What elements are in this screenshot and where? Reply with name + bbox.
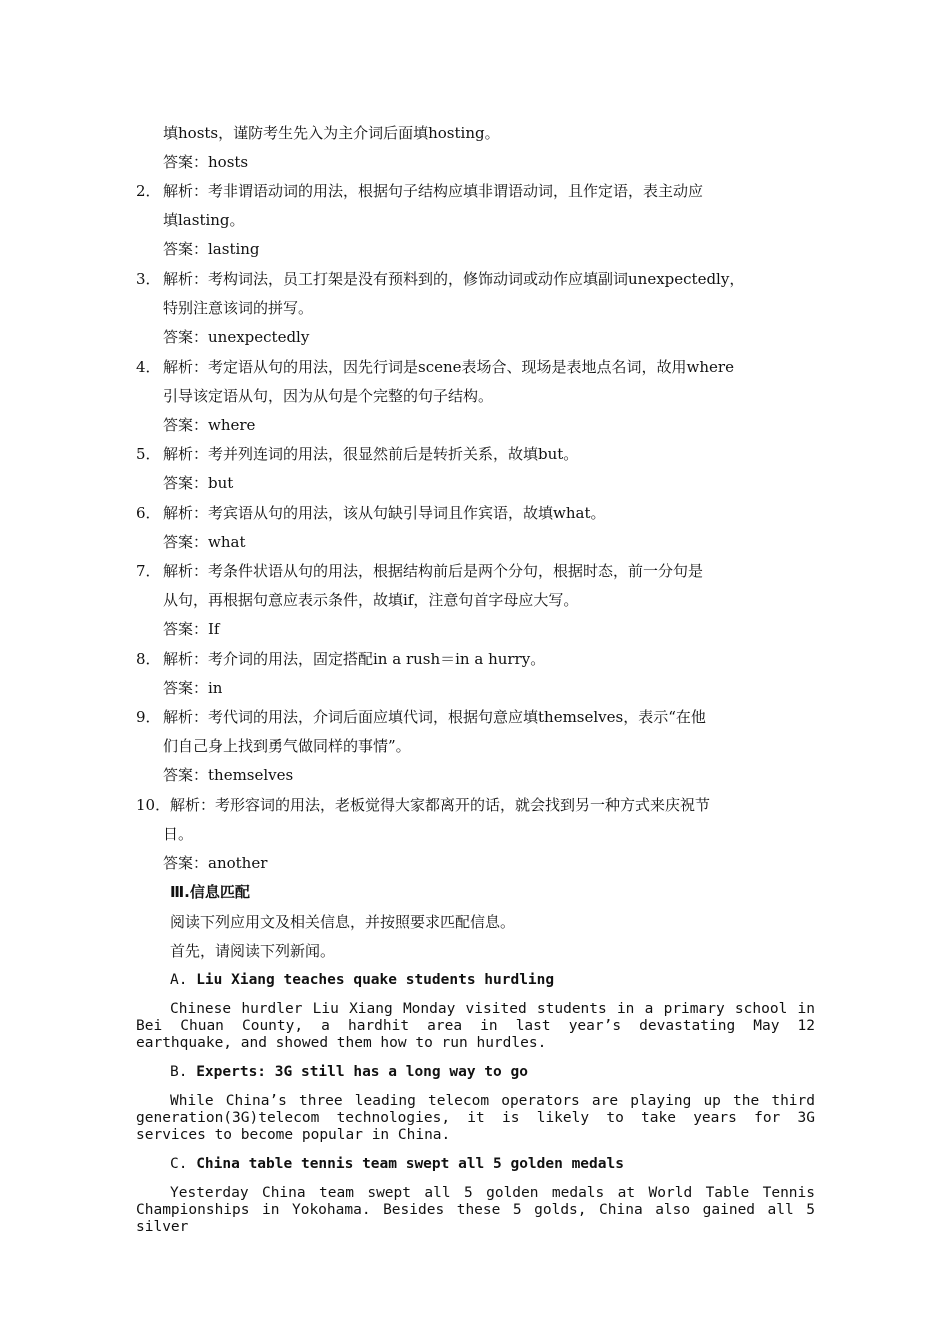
analysis-line: 解析：考形容词的用法，老板觉得大家都离开的话，就会找到另一种方式来庆祝节: [170, 796, 711, 814]
analysis-line: 解析：考定语从句的用法，因先行词是scene表场合、现场是表地点名词，故用where: [163, 358, 734, 376]
news-headline-c: [170, 1154, 624, 1174]
news-letter: C.: [170, 1156, 188, 1172]
item-number: 4．: [136, 358, 161, 376]
news-body-a: Chinese hurdler Liu Xiang Monday visited students in a primary school in Bei Chuan County, a hardhit area in last year’s devastating May 12 earthquake, and showed them how to run hurdles.: [136, 1001, 815, 1051]
news-letter: B.: [170, 1064, 188, 1080]
item-number: 5．: [136, 445, 161, 463]
news-title: China table tennis team swept all 5 golden medals: [196, 1156, 624, 1172]
answer-line: 答案：unexpectedly: [163, 328, 310, 346]
analysis-line: 解析：考介词的用法，固定搭配in a rush＝in a hurry。: [163, 650, 546, 668]
analysis-line: 填hosts，谨防考生先入为主介词后面填hosting。: [163, 124, 500, 142]
news-title: Liu Xiang teaches quake students hurdling: [196, 972, 555, 988]
answer-line: 答案：but: [163, 474, 234, 492]
news-title: Experts: 3G still has a long way to go: [196, 1064, 528, 1080]
answer-line: 答案：in: [163, 679, 223, 697]
news-letter: A.: [170, 972, 188, 988]
section-intro: 首先，请阅读下列新闻。: [170, 942, 336, 960]
analysis-line: 引导该定语从句，因为从句是个完整的句子结构。: [163, 387, 494, 405]
analysis-line: 解析：考宾语从句的用法，该从句缺引导词且作宾语，故填what。: [163, 504, 606, 522]
item-number: 2．: [136, 182, 161, 200]
analysis-line: 解析：考代词的用法，介词后面应填代词，根据句意应填themselves，表示“在他: [163, 708, 706, 726]
analysis-line: 解析：考非谓语动词的用法，根据句子结构应填非谓语动词，且作定语，表主动应: [163, 182, 704, 200]
analysis-line: 解析：考条件状语从句的用法，根据结构前后是两个分句，根据时态，前一分句是: [163, 562, 704, 580]
answer-line: 答案：what: [163, 533, 246, 551]
answer-line: 答案：another: [163, 854, 268, 872]
answer-line: 答案：themselves: [163, 766, 294, 784]
answer-line: 答案：where: [163, 416, 256, 434]
item-number: 3．: [136, 270, 161, 288]
item-number: 8．: [136, 650, 161, 668]
news-body-c: Yesterday China team swept all 5 golden medals at World Table Tennis Championships in Yokohama. Besides these 5 golds, China also gained all 5 silver: [136, 1185, 815, 1235]
answer-line: 答案：If: [163, 620, 220, 638]
analysis-line: 们自己身上找到勇气做同样的事情”。: [163, 737, 411, 755]
analysis-line: 特别注意该词的拼写。: [163, 299, 314, 317]
analysis-line: 解析：考并列连词的用法，很显然前后是转折关系，故填but。: [163, 445, 579, 463]
item-number: 6．: [136, 504, 161, 522]
news-headline-a: [170, 970, 554, 990]
section-title: Ⅲ.信息匹配: [170, 883, 250, 901]
item-number: 10．: [136, 796, 171, 814]
news-body-b: While China’s three leading telecom operators are playing up the third generation(3G)telecom technologies, it is likely to take years for 3G services to become popular in China.: [136, 1093, 815, 1143]
analysis-line: 解析：考构词法，员工打架是没有预料到的，修饰动词或动作应填副词unexpectedly，: [163, 270, 745, 288]
analysis-line: 填lasting。: [163, 211, 245, 229]
news-headline-b: [170, 1062, 528, 1082]
analysis-line: 从句，再根据句意应表示条件，故填if，注意句首字母应大写。: [163, 591, 579, 609]
item-number: 7．: [136, 562, 161, 580]
answer-line: 答案：lasting: [163, 240, 260, 258]
item-number: 9．: [136, 708, 161, 726]
analysis-line: 日。: [163, 825, 194, 843]
section-intro: 阅读下列应用文及相关信息，并按照要求匹配信息。: [170, 913, 516, 931]
answer-line: 答案：hosts: [163, 153, 249, 171]
